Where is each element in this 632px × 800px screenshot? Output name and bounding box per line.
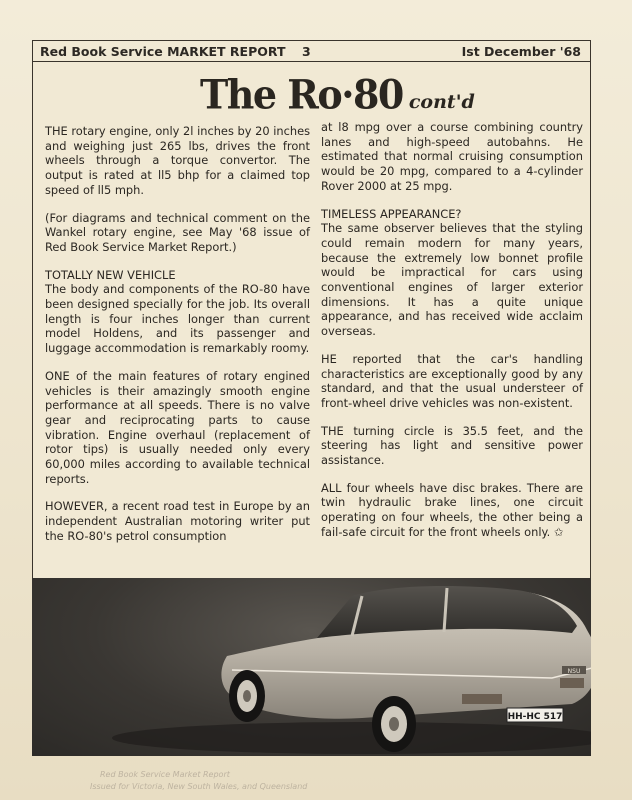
- paragraph: at l8 mpg over a course combining country lanes and high-speed autobahns. He estimated that normal cruising consumption would be 20 mpg, compared to a 4-cylinder Rover 2000 at 25 mpg.: [321, 120, 583, 193]
- section-heading: TOTALLY NEW VEHICLE: [45, 267, 176, 282]
- article-title-continued: cont'd: [408, 91, 475, 113]
- paragraph: The body and components of the RO-80 have been designed specially for the job. Its overall length is four inches longer than current model Holdens, and its passenger and luggage accommodation is remarkably roomy.: [45, 282, 310, 356]
- paragraph: The same observer believes that the styling could remain modern for many years, because the extremely low bonnet profile would be impractical for cars using conventional engines of larger exterior dimensions. It has a quite unique appearance, and has received wide acclaim overseas.: [321, 221, 583, 339]
- car-shadow: [112, 722, 591, 754]
- car-tail-light: [560, 678, 584, 688]
- car-tail-light: [462, 694, 502, 704]
- paragraph: ONE of the main features of rotary engined vehicles is their amazingly smooth engine performance at all speeds. There is no valve gear and reciprocating parts to cause vibration. Engine overhaul (replacement of rotor tips) is usually needed only every 60,000 miles according to available technical reports.: [45, 368, 310, 486]
- number-plate-text: HH-HC 517: [507, 712, 563, 722]
- publication-title: Red Book Service MARKET REPORT: [40, 44, 286, 59]
- page-number: 3: [302, 44, 311, 59]
- car-badge-text: NSU: [567, 668, 581, 675]
- bleed-through-text: [0, 760, 632, 800]
- paragraph: (For diagrams and technical comment on the Wankel rotary engine, see May '68 issue of Red Book Service Market Report.): [45, 210, 310, 254]
- car-illustration: [32, 578, 591, 756]
- running-header: [32, 40, 591, 62]
- rear-wheel: [372, 696, 416, 752]
- issue-date: Ist December '68: [461, 44, 581, 59]
- section-heading: TIMELESS APPEARANCE?: [321, 206, 462, 221]
- paragraph: THE rotary engine, only 2l inches by 20 inches and weighing just 265 lbs, drives the front wheels through a torque convertor. The output is rated at ll5 bhp for a claimed top speed of ll5 mph.: [45, 124, 311, 197]
- car-photograph: [32, 578, 591, 756]
- paragraph: HE reported that the car's handling characteristics are exceptionally good by any standard, and that the usual understeer of front-wheel drive vehicles was non-existent.: [321, 351, 583, 410]
- left-column: [45, 124, 310, 557]
- right-column: [321, 120, 583, 553]
- front-wheel: [229, 670, 265, 722]
- paragraph: ALL four wheels have disc brakes. There are twin hydraulic brake lines, one circuit operating on four wheels, the other being a fail-safe circuit for the front wheels only. ✩: [321, 480, 583, 539]
- bleed-line: Issued for Victoria, New South Wales, and Queensland: [90, 782, 308, 791]
- paragraph: THE turning circle is 35.5 feet, and the steering has light and sensitive power assistance.: [321, 423, 583, 468]
- article-title: [200, 70, 475, 120]
- article-title-main: The Ro·80: [200, 70, 403, 119]
- paragraph: HOWEVER, a recent road test in Europe by an independent Australian motoring writer put the RO-80's petrol consumption: [45, 499, 310, 543]
- bleed-line: Red Book Service Market Report: [100, 770, 230, 779]
